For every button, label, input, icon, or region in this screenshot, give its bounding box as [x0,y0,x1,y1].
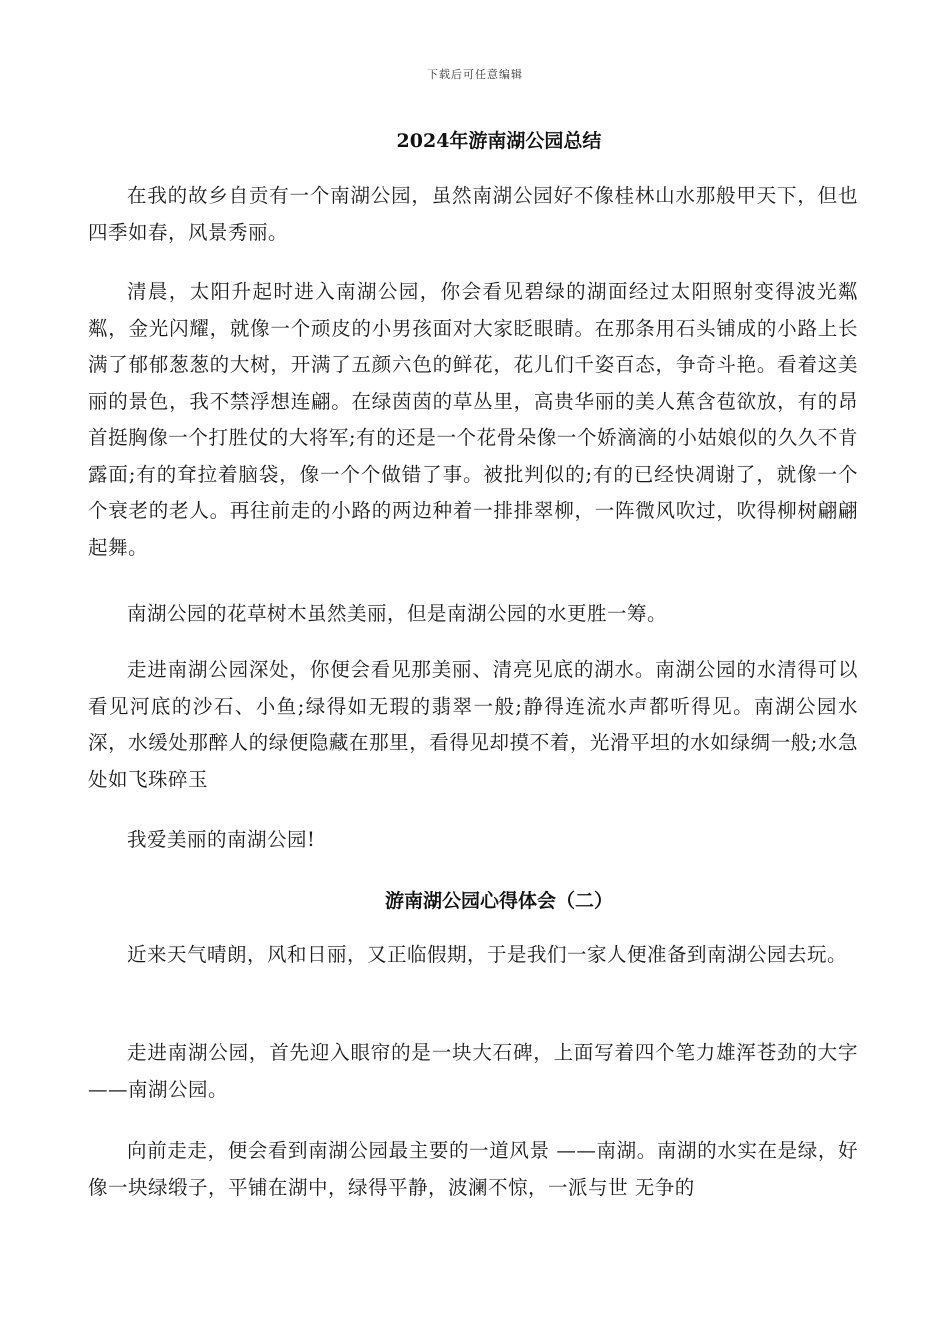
paragraph: 向前走走，便会看到南湖公园最主要的一道风景 ——南湖。南湖的水实在是绿，好像一块绿缎子，平铺在湖中，绿得平静，波澜不惊，一派与世 无争的 [88,1139,858,1199]
paragraph: 近来天气晴朗，风和日丽，又正临假期，于是我们一家人便准备到南湖公园去玩。 [127,943,848,966]
header-note: 下载后可任意编辑 [427,68,523,81]
section-2-title: 游南湖公园心得体会（二） [384,890,613,912]
paragraph: 走进南湖公园，首先迎入眼帘的是一块大石碑，上面写着四个笔力雄浑苍劲的大字 ——南湖公园。 [88,1041,858,1101]
paragraph: 在我的故乡自贡有一个南湖公园，虽然南湖公园好不像桂林山水那般甲天下，但也四季如春，风景秀丽。 [88,184,858,244]
paragraph: 走进南湖公园深处，你便会看见那美丽、清亮见底的湖水。南湖公园的水清得可以看见河底的沙石、小鱼;绿得如无瑕的翡翠一般;静得连流水声都听得见。南湖公园水深，水缓处那醉人的绿便隐藏在那里，看得见却摸不着，光滑平坦的水如绿绸一般;水急处如飞珠碎玉 [88,658,858,791]
section-1-title: 2024年游南湖公园总结 [396,130,602,152]
paragraph: 南湖公园的花草树木虽然美丽，但是南湖公园的水更胜一筹。 [127,602,668,625]
paragraph: 我爱美丽的南湖公园! [127,828,316,851]
paragraph: 清晨，太阳升起时进入南湖公园，你会看见碧绿的湖面经过太阳照射变得波光粼粼，金光闪耀，就像一个顽皮的小男孩面对大家眨眼睛。在那条用石头铺成的小路上长满了郁郁葱葱的大树，开满了五颜六色的鲜花，花儿们千姿百态，争奇斗艳。看着这美丽的景色，我不禁浮想连翩。在绿茵茵的草丛里，高贵华丽的美人蕉含苞欲放，有的昂首挺胸像一个打胜仗的大将军;有的还是一个花骨朵像一个娇滴滴的小姑娘似的久久不肯露面;有的耷拉着脑袋，像一个个做错了事。被批判似的;有的已经快凋谢了，就像一个个衰老的老人。再往前走的小路的两边种着一排排翠柳，一阵微风吹过，吹得柳树翩翩起舞。 [88,280,858,559]
